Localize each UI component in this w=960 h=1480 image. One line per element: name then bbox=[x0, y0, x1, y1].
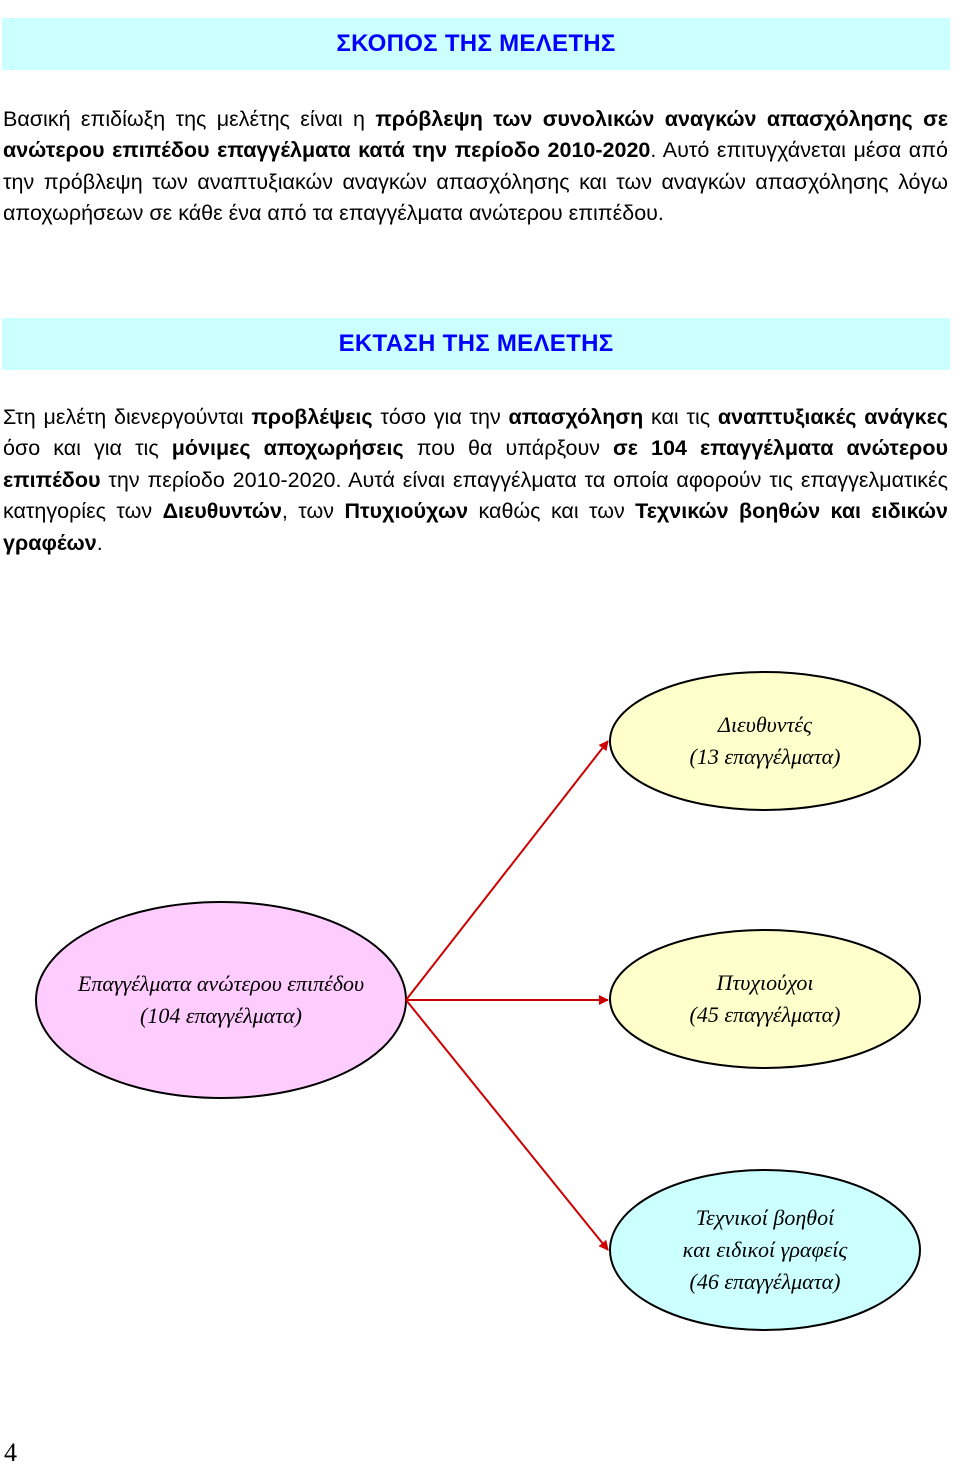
section-title-purpose-text: ΣΚΟΠΟΣ ΤΗΣ ΜΕΛΕΤΗΣ bbox=[336, 30, 616, 57]
text-run: . bbox=[96, 530, 103, 555]
bold-text-run: Διευθυντών bbox=[162, 499, 282, 524]
bold-text-run: προβλέψεις bbox=[251, 405, 373, 429]
technicians-label-line2: και ειδικοί γραφείς bbox=[682, 1237, 848, 1262]
directors-label-line2: (13 επαγγέλματα) bbox=[689, 744, 841, 769]
directors-label-line1: Διευθυντές bbox=[718, 712, 812, 737]
text-run: όσο και για τις bbox=[3, 436, 172, 461]
center-label-line2: (104 επαγγέλματα) bbox=[140, 1003, 302, 1028]
technicians-label-line3: (46 επαγγέλματα) bbox=[689, 1269, 841, 1294]
bold-text-run: μόνιμες αποχωρήσεις bbox=[171, 436, 404, 461]
text-run: , των bbox=[281, 499, 345, 524]
text-run: Στη μελέτη διενεργούνται bbox=[3, 405, 252, 429]
graduates-label-line2: (45 επαγγέλματα) bbox=[689, 1002, 841, 1027]
text-run: που θα υπάρξουν bbox=[403, 436, 614, 461]
bold-text-run: σε 104 επαγγέλματα ανώτερου επιπέδου bbox=[3, 436, 948, 492]
text-run: την περίοδο 2010-2020. Αυτά είναι επαγγέλματα τα οποία αφορούν τις επαγγελματικές κατηγορίες των bbox=[3, 467, 948, 524]
technicians-label bbox=[610, 1170, 920, 1330]
text-run: Βασική επιδίωξη της μελέτης είναι η bbox=[3, 107, 376, 131]
center-label-line1: Επαγγέλματα ανώτερου επιπέδου bbox=[77, 971, 365, 996]
graduates-label-line1: Πτυχιούχοι bbox=[716, 970, 814, 995]
bold-text-run: Τεχνικών βοηθών και ειδικών γραφέων bbox=[3, 499, 948, 555]
bold-text-run: Πτυχιούχων bbox=[344, 499, 469, 524]
bold-text-run: αναπτυξιακές ανάγκες bbox=[717, 405, 948, 429]
bold-text-run: πρόβλεψη των συνολικών αναγκών απασχόλησης σε ανώτερου επιπέδου επαγγέλματα κατά την περίοδο 2010-2020 bbox=[3, 107, 948, 163]
directors-label bbox=[610, 672, 920, 810]
higher-level-occupations-label bbox=[36, 902, 406, 1098]
text-run: τόσο για την bbox=[372, 405, 509, 429]
graduates-label bbox=[610, 930, 920, 1068]
technicians-label-line1: Τεχνικοί βοηθοί bbox=[695, 1205, 835, 1230]
section-title-scope-text: ΕΚΤΑΣΗ ΤΗΣ ΜΕΛΕΤΗΣ bbox=[338, 330, 614, 357]
text-run: . Αυτό επιτυγχάνεται μέσα από την πρόβλεψη των αναπτυξιακών αναγκών απασχόλησης και των αναγκών απασχόλησης λόγω αποχωρήσεων σε κάθε ένα από τα επαγγέλματα ανώτερου επιπέδου. bbox=[3, 138, 948, 226]
text-run: καθώς και των bbox=[468, 499, 636, 524]
bold-text-run: απασχόληση bbox=[508, 405, 644, 429]
text-run: και τις bbox=[643, 405, 718, 429]
page-number: 4 bbox=[4, 1438, 17, 1467]
arrow-to-directors bbox=[406, 741, 608, 1000]
arrow-to-technicians bbox=[406, 1000, 608, 1250]
